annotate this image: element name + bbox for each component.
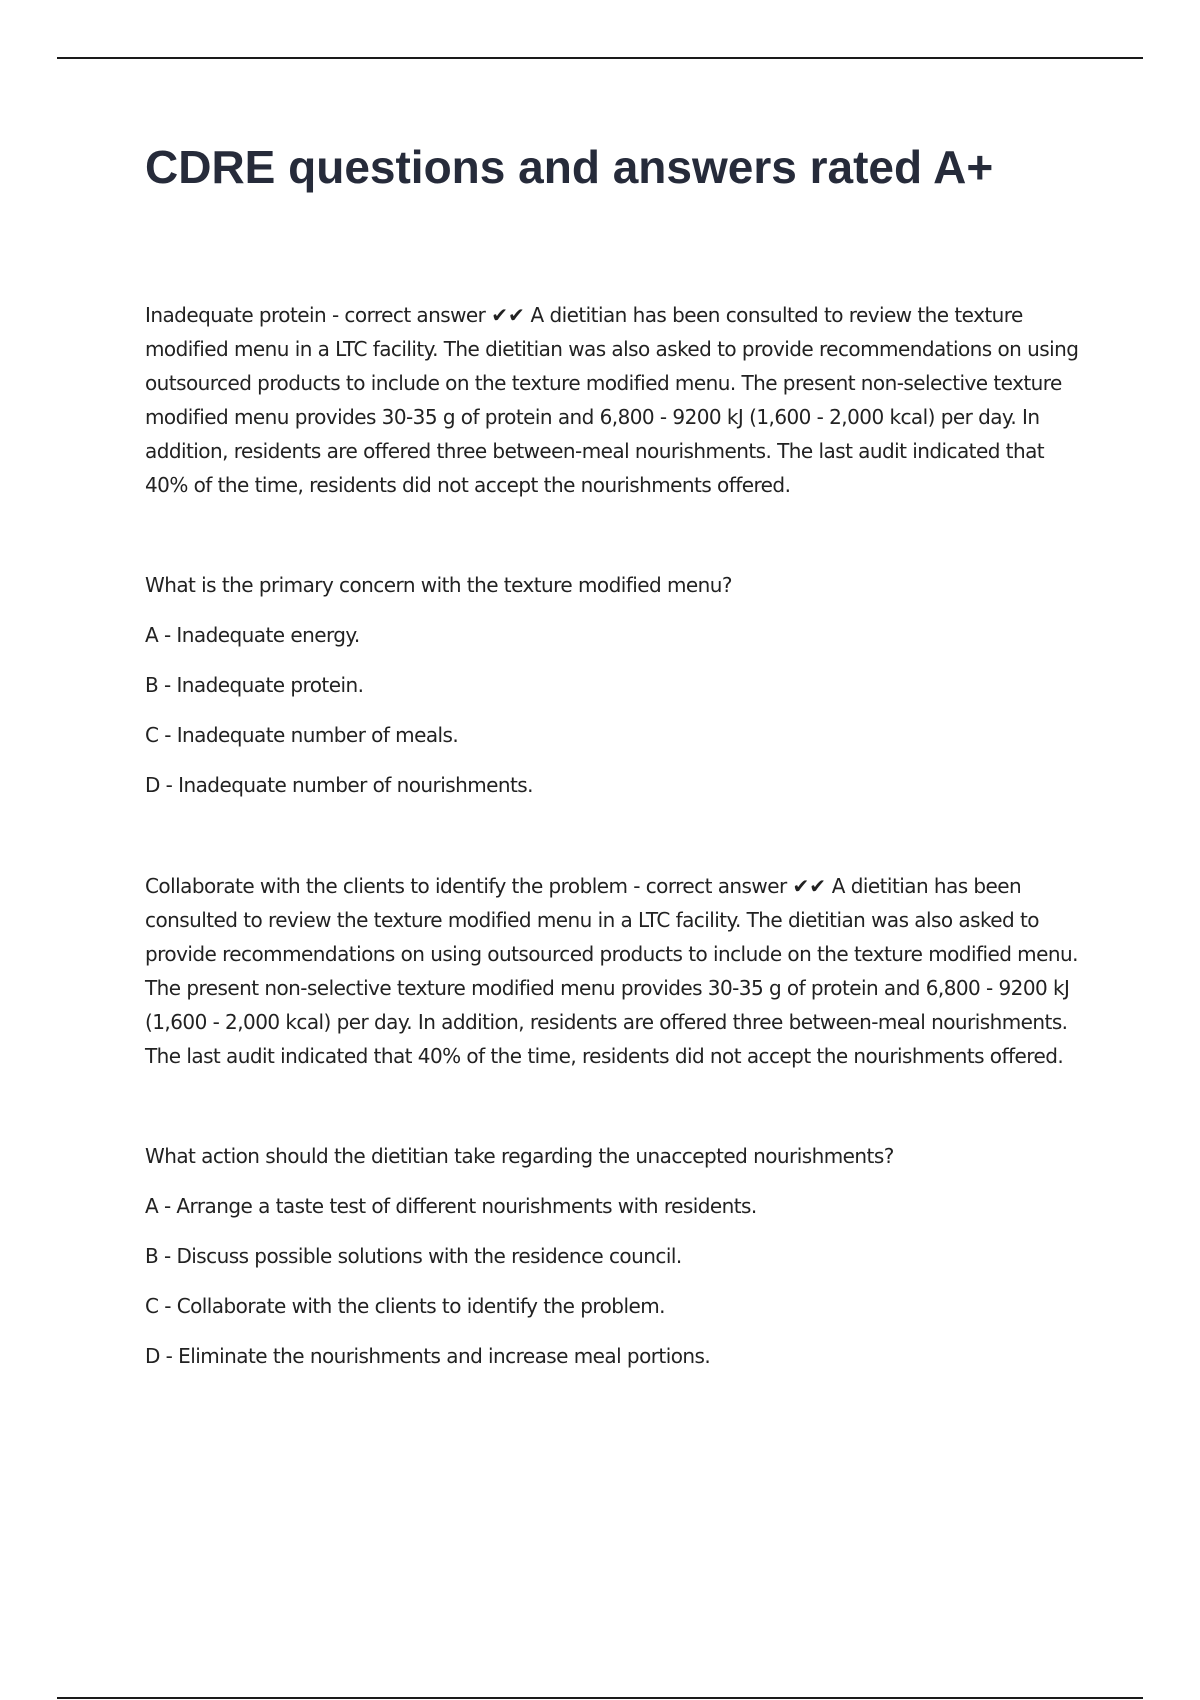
option-d: D - Eliminate the nourishments and increase meal portions. [145,1344,711,1368]
option-b: B - Inadequate protein. [145,673,364,697]
page-title: CDRE questions and answers rated A+ [145,141,994,193]
answer-options [145,618,1085,802]
scenario-text: A dietitian has been consulted to review the texture modified menu in a LTC facility. The dietitian was also asked to provide recommendations on using outsourced products to include on the texture modified menu. The present non-selective texture modified menu provides 30-35 g of protein and 6,800 - 9200 kJ (1,600 - 2,000 kcal) per day. In addition, residents are offered three between-meal nourishments. The last audit indicated that 40% of the time, residents did not accept the nourishments offered. [145,874,1078,1068]
double-check-icon: ✔✔ [792,874,826,898]
answer-options [145,1189,1085,1373]
answer-paragraph [145,869,1085,1073]
scenario-text: A dietitian has been consulted to review the texture modified menu in a LTC facility. The dietitian was also asked to provide recommendations on using outsourced products to include on the texture modified menu. The present non-selective texture modified menu provides 30-35 g of protein and 6,800 - 9200 kJ (1,600 - 2,000 kcal) per day. In addition, residents are offered three between-meal nourishments. The last audit indicated that 40% of the time, residents did not accept the nourishments offered. [145,303,1079,497]
correct-answer-label: Collaborate with the clients to identify the problem - correct answer [145,874,787,898]
qa-block-2 [145,869,1085,1389]
answer-paragraph [145,298,1085,502]
option-b: B - Discuss possible solutions with the residence council. [145,1244,682,1268]
correct-answer-label: Inadequate protein - correct answer [145,303,486,327]
question-text: What is the primary concern with the texture modified menu? [145,573,732,597]
double-check-icon: ✔✔ [491,303,525,327]
question-text: What action should the dietitian take regarding the unaccepted nourishments? [145,1144,894,1168]
option-a: A - Inadequate energy. [145,623,360,647]
qa-block-1 [145,298,1085,818]
option-c: C - Collaborate with the clients to identify the problem. [145,1294,665,1318]
option-c: C - Inadequate number of meals. [145,723,459,747]
option-d: D - Inadequate number of nourishments. [145,773,533,797]
bottom-rule [57,1697,1143,1699]
top-rule [57,57,1143,59]
option-a: A - Arrange a taste test of different nourishments with residents. [145,1194,757,1218]
